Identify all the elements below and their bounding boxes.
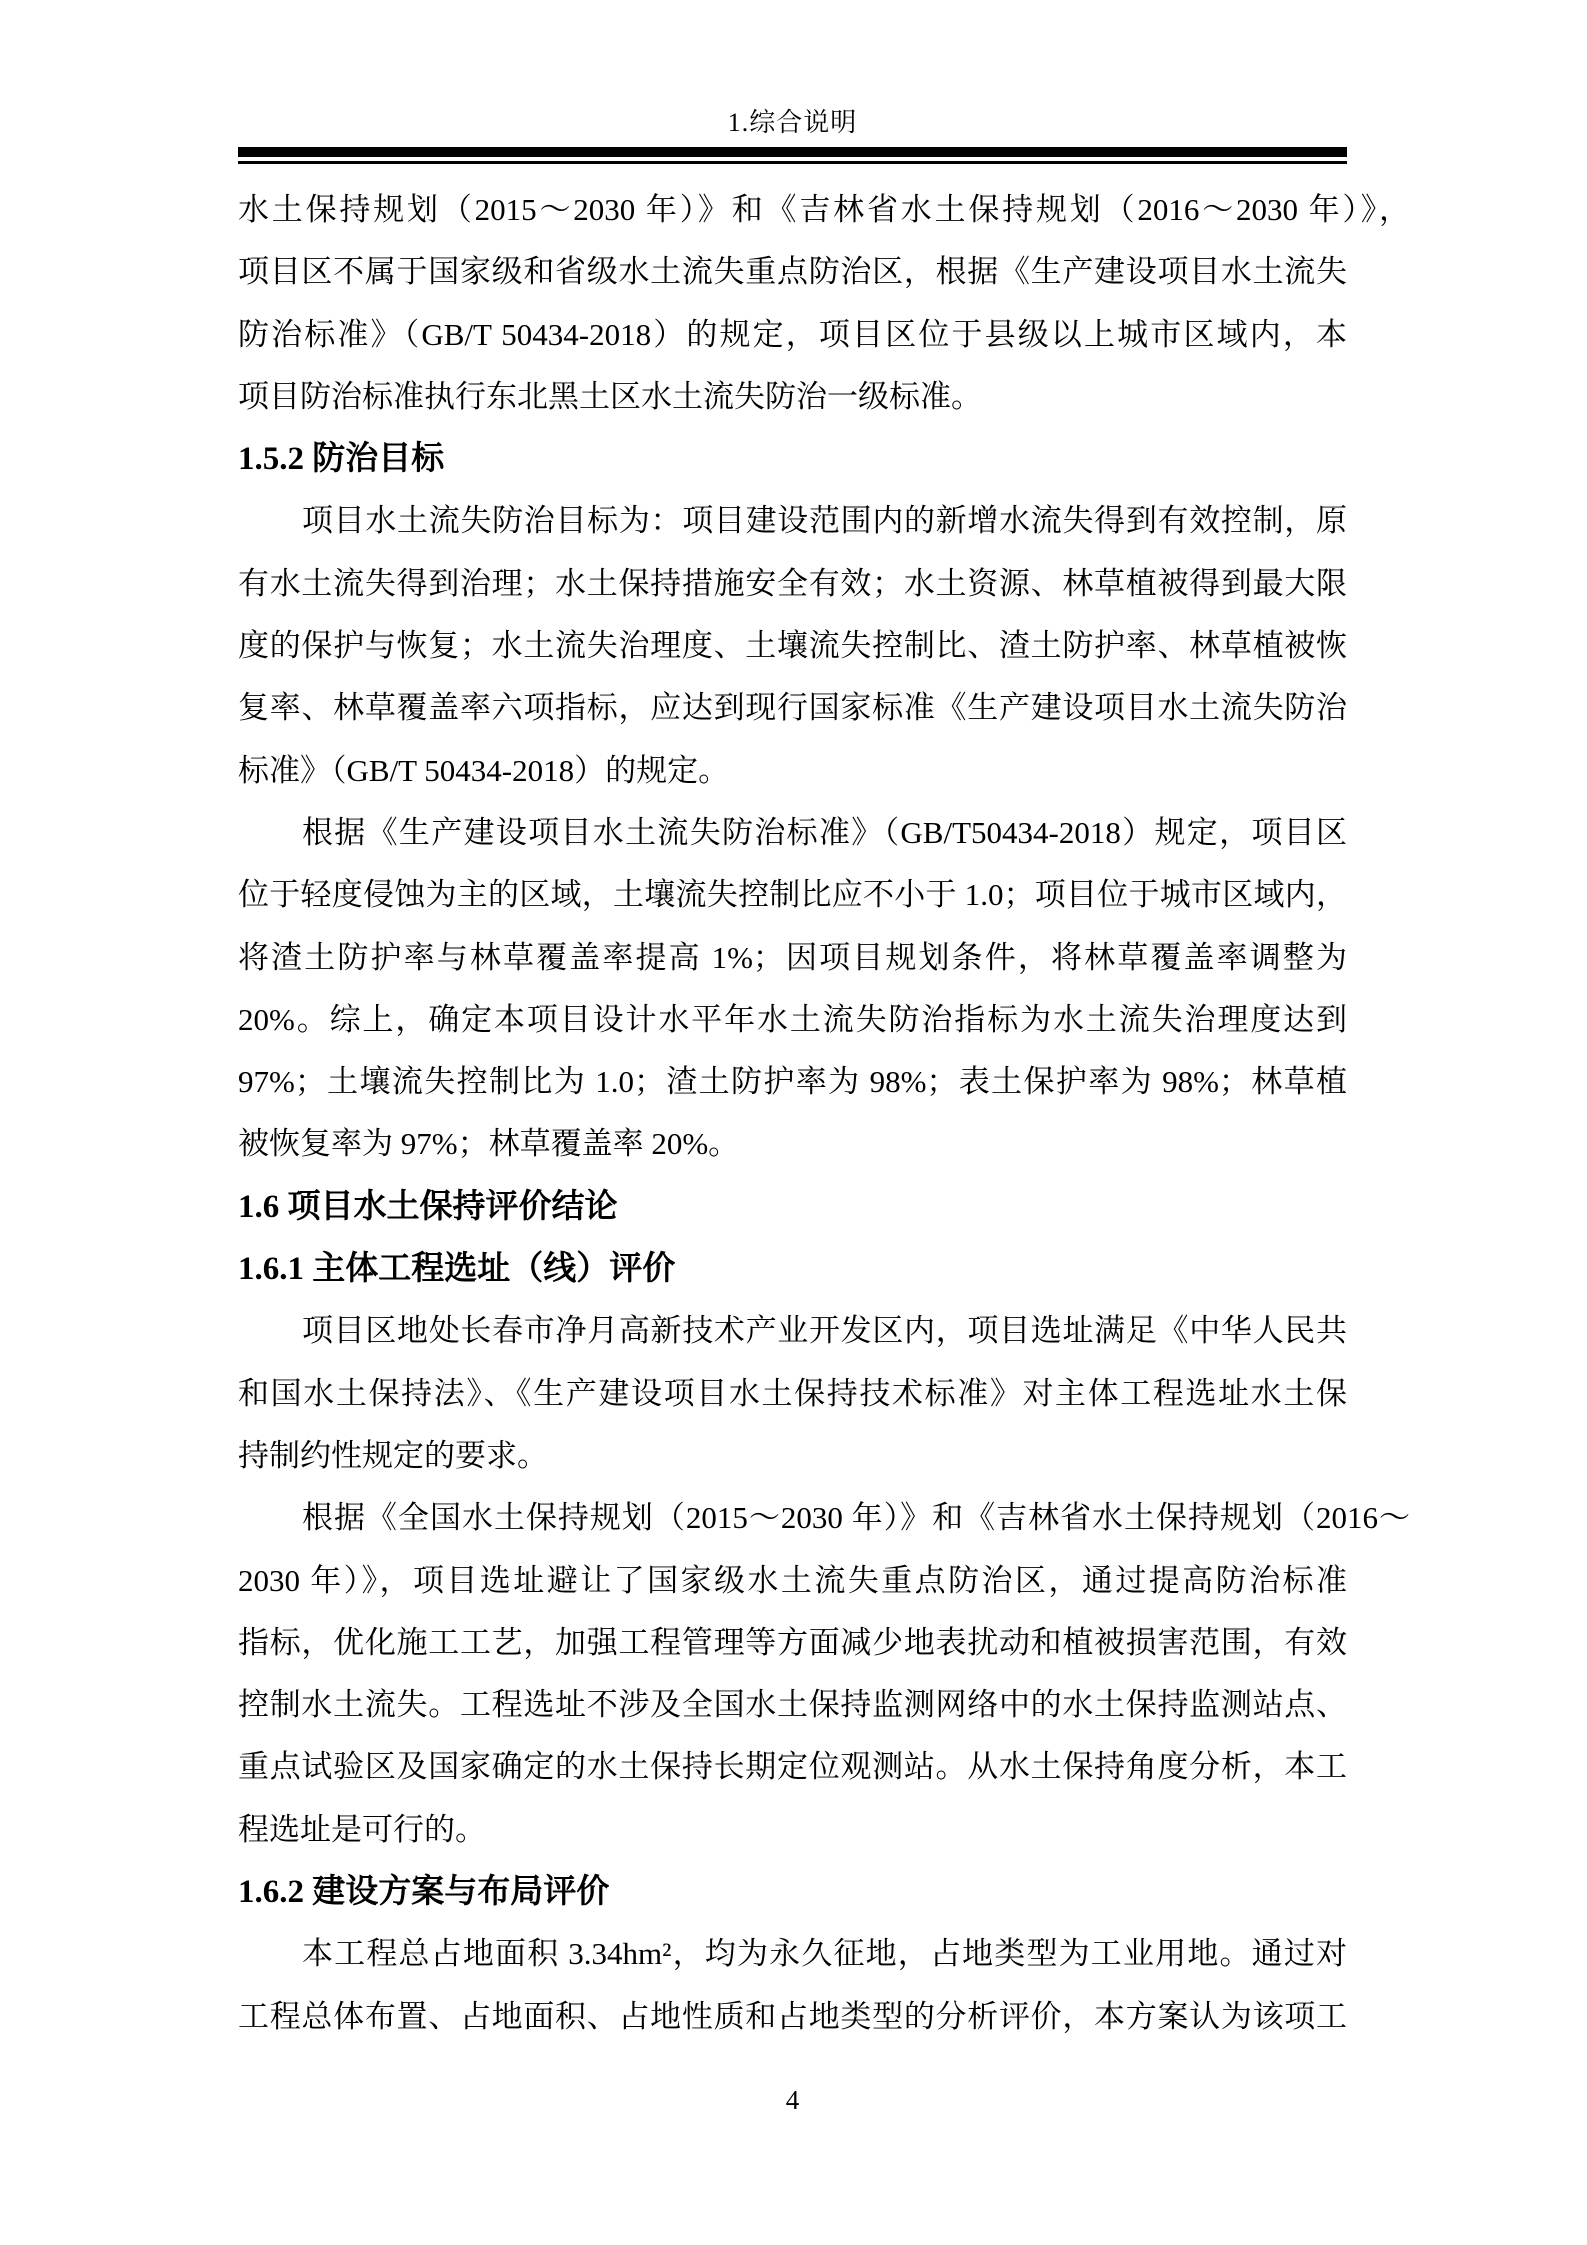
running-header-title: 1.综合说明: [727, 108, 858, 137]
text-line: 标准》（GB/T 50434-2018）的规定。: [238, 752, 730, 788]
text-line: 项目区地处长春市净月高新技术产业开发区内，项目选址满足《中华人民共: [302, 1313, 1347, 1349]
header-rule-thick: [238, 147, 1347, 157]
text-line: 项目水土流失防治目标为：项目建设范围内的新增水流失得到有效控制，原: [302, 503, 1347, 539]
text-line: 20%。综上，确定本项目设计水平年水土流失防治指标为水土流失治理度达到: [238, 1001, 1347, 1037]
text-line: 指标，优化施工工艺，加强工程管理等方面减少地表扰动和植被损害范围，有效: [238, 1624, 1347, 1660]
text-line: 根据《全国水土保持规划（2015～2030 年）》和《吉林省水土保持规划（2016～: [302, 1500, 1410, 1536]
text-line: 控制水土流失。工程选址不涉及全国水土保持监测网络中的水土保持监测站点、: [238, 1687, 1347, 1723]
section-heading: 1.6.1 主体工程选址（线）评价: [238, 1251, 676, 1288]
text-line: 重点试验区及国家确定的水土保持长期定位观测站。从水土保持角度分析，本工: [238, 1749, 1347, 1785]
text-line: 根据《生产建设项目水土流失防治标准》（GB/T50434-2018）规定，项目区: [302, 814, 1347, 850]
text-line: 程选址是可行的。: [238, 1811, 486, 1847]
text-line: 2030 年）》，项目选址避让了国家级水土流失重点防治区，通过提高防治标准: [238, 1562, 1347, 1598]
section-heading: 1.6.2 建设方案与布局评价: [238, 1874, 610, 1911]
text-line: 和国水土保持法》、《生产建设项目水土保持技术标准》对主体工程选址水土保: [238, 1375, 1347, 1411]
text-line: 97%；土壤流失控制比为 1.0；渣土防护率为 98%；表土保护率为 98%；林草植: [238, 1064, 1347, 1100]
text-line: 持制约性规定的要求。: [238, 1437, 548, 1473]
text-line: 位于轻度侵蚀为主的区域，土壤流失控制比应不小于 1.0；项目位于城市区域内，: [238, 877, 1347, 913]
text-line: 复率、林草覆盖率六项指标，应达到现行国家标准《生产建设项目水土流失防治: [238, 690, 1347, 726]
text-line: 水土保持规划（2015～2030 年）》和《吉林省水土保持规划（2016～2030 年）》，: [238, 192, 1410, 227]
section-heading: 1.5.2 防治目标: [238, 441, 445, 478]
text-line: 项目区不属于国家级和省级水土流失重点防治区，根据《生产建设项目水土流失: [238, 254, 1347, 290]
text-line: 防治标准》（GB/T 50434-2018）的规定，项目区位于县级以上城市区域内，本: [238, 316, 1347, 352]
text-line: 工程总体布置、占地面积、占地性质和占地类型的分析评价，本方案认为该项工: [238, 1998, 1347, 2034]
text-line: 有水土流失得到治理；水土保持措施安全有效；水土资源、林草植被得到最大限: [238, 565, 1347, 601]
header-rule-thin: [238, 161, 1347, 164]
text-line: 被恢复率为 97%；林草覆盖率 20%。: [238, 1126, 740, 1162]
text-line: 项目防治标准执行东北黑土区水土流失防治一级标准。: [238, 378, 982, 414]
document-body: [238, 179, 1410, 2048]
text-line: 将渣土防护率与林草覆盖率提高 1%；因项目规划条件，将林草覆盖率调整为: [238, 939, 1347, 975]
text-line: 度的保护与恢复；水土流失治理度、土壤流失控制比、渣土防护率、林草植被恢: [238, 628, 1347, 664]
page-number: 4: [785, 2085, 800, 2115]
section-heading: 1.6 项目水土保持评价结论: [238, 1188, 618, 1225]
text-line: 本工程总占地面积 3.34hm²，均为永久征地，占地类型为工业用地。通过对: [302, 1936, 1347, 1972]
